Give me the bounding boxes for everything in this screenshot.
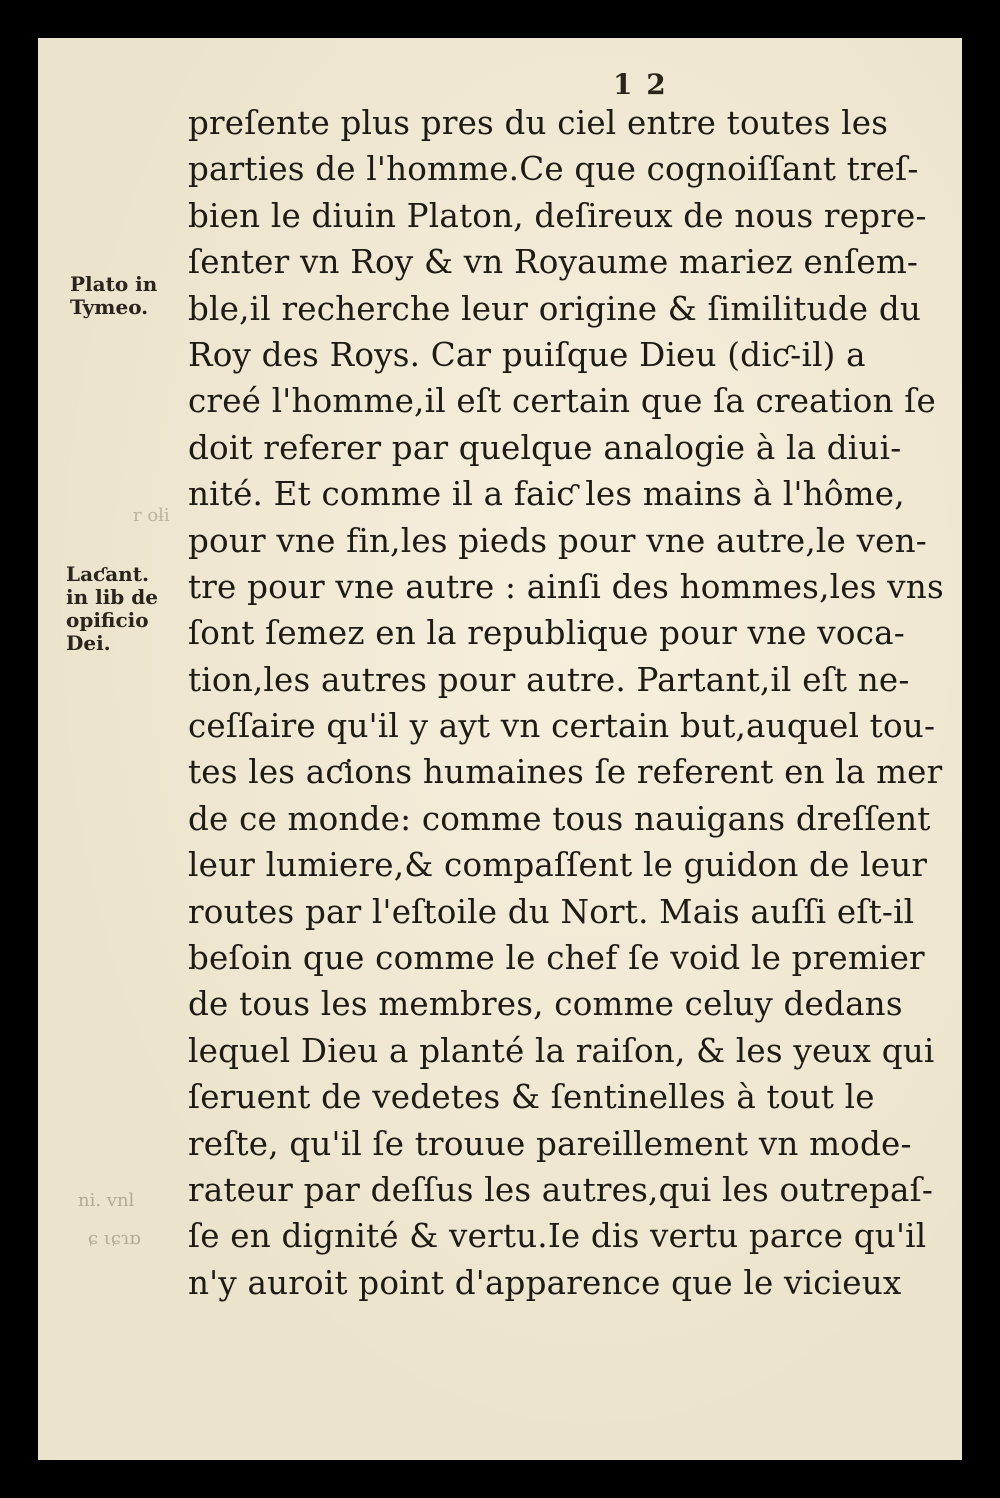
book-page bbox=[38, 38, 962, 1460]
margin-note-line: Laƈant. bbox=[66, 562, 149, 586]
text-line: rateur par deſſus les autres,qui les outrepaſ- bbox=[188, 1170, 934, 1209]
text-line: bien le diuin Platon, deſireux de nous repre- bbox=[188, 196, 927, 235]
margin-note-line: in lib de bbox=[66, 585, 158, 609]
margin-note-line: Dei. bbox=[66, 631, 111, 655]
text-line: ſeruent de vedetes & ſentinelles à tout le bbox=[188, 1078, 875, 1117]
text-line: pour vne fin,les pieds pour vne autre,le ven- bbox=[188, 521, 927, 560]
text-line: lequel Dieu a planté la raiſon, & les yeux qui bbox=[188, 1031, 935, 1070]
page-number: 1 2 bbox=[613, 68, 668, 101]
text-line: preſente plus pres du ciel entre toutes les bbox=[188, 104, 889, 142]
text-line: tes les aƈions humaines ſe referent en la mer bbox=[188, 753, 943, 792]
text-line: reſte, qu'il ſe trouue pareillement vn mode- bbox=[188, 1124, 912, 1163]
text-line: ceſſaire qu'il y ayt vn certain but,auquel tou- bbox=[188, 707, 936, 746]
text-line: n'y auroit point d'apparence que le vicieux bbox=[188, 1263, 902, 1302]
text-line: nité. Et comme il a faiƈ les mains à l'hôme, bbox=[188, 475, 905, 514]
body-text bbox=[188, 100, 958, 1306]
margin-note-lactance bbox=[66, 563, 158, 655]
text-line: routes par l'eſtoile du Nort. Mais auſſi eſt-il bbox=[188, 892, 915, 931]
text-line: de ce monde: comme tous nauigans dreſſent bbox=[188, 799, 931, 838]
text-line: leur lumiere,& compaſſent le guidon de leur bbox=[188, 846, 928, 885]
text-line: doit referer par quelque analogie à la diui- bbox=[188, 428, 902, 467]
show-through-text: ni. vnl bbox=[78, 1190, 135, 1211]
margin-note-line: opificio bbox=[66, 608, 149, 632]
show-through-text: r oƚi bbox=[133, 505, 170, 526]
margin-note-line: Plato in bbox=[70, 272, 158, 296]
margin-note-plato bbox=[70, 273, 157, 319]
text-line: tion,les autres pour autre. Partant,il eſt ne- bbox=[188, 660, 910, 699]
text-line: ble,il recherche leur origine & ſimilitude du bbox=[188, 289, 922, 328]
text-line: ſont ſemez en la republique pour vne voca- bbox=[188, 614, 905, 653]
text-line: tre pour vne autre : ainſi des hommes,les vns bbox=[188, 567, 944, 606]
text-line: creé l'homme,il eſt certain que ſa creation ſe bbox=[188, 382, 936, 421]
text-line: ſenter vn Roy & vn Royaume mariez enſem- bbox=[188, 243, 919, 282]
margin-note-line: Tymeo. bbox=[70, 295, 149, 319]
text-line: de tous les membres, comme celuy dedans bbox=[188, 985, 903, 1024]
text-line: parties de l'homme.Ce que cognoiſſant treſ- bbox=[188, 150, 919, 189]
text-line: ſe en dignité & vertu.Ie dis vertu parce qu'il bbox=[188, 1217, 927, 1256]
text-line: Roy des Roys. Car puiſque Dieu (diƈ-il) a bbox=[188, 335, 866, 374]
text-line: beſoin que comme le chef ſe void le premier bbox=[188, 939, 925, 978]
show-through-text: ɕ ιɕɿɒ bbox=[88, 1228, 141, 1249]
